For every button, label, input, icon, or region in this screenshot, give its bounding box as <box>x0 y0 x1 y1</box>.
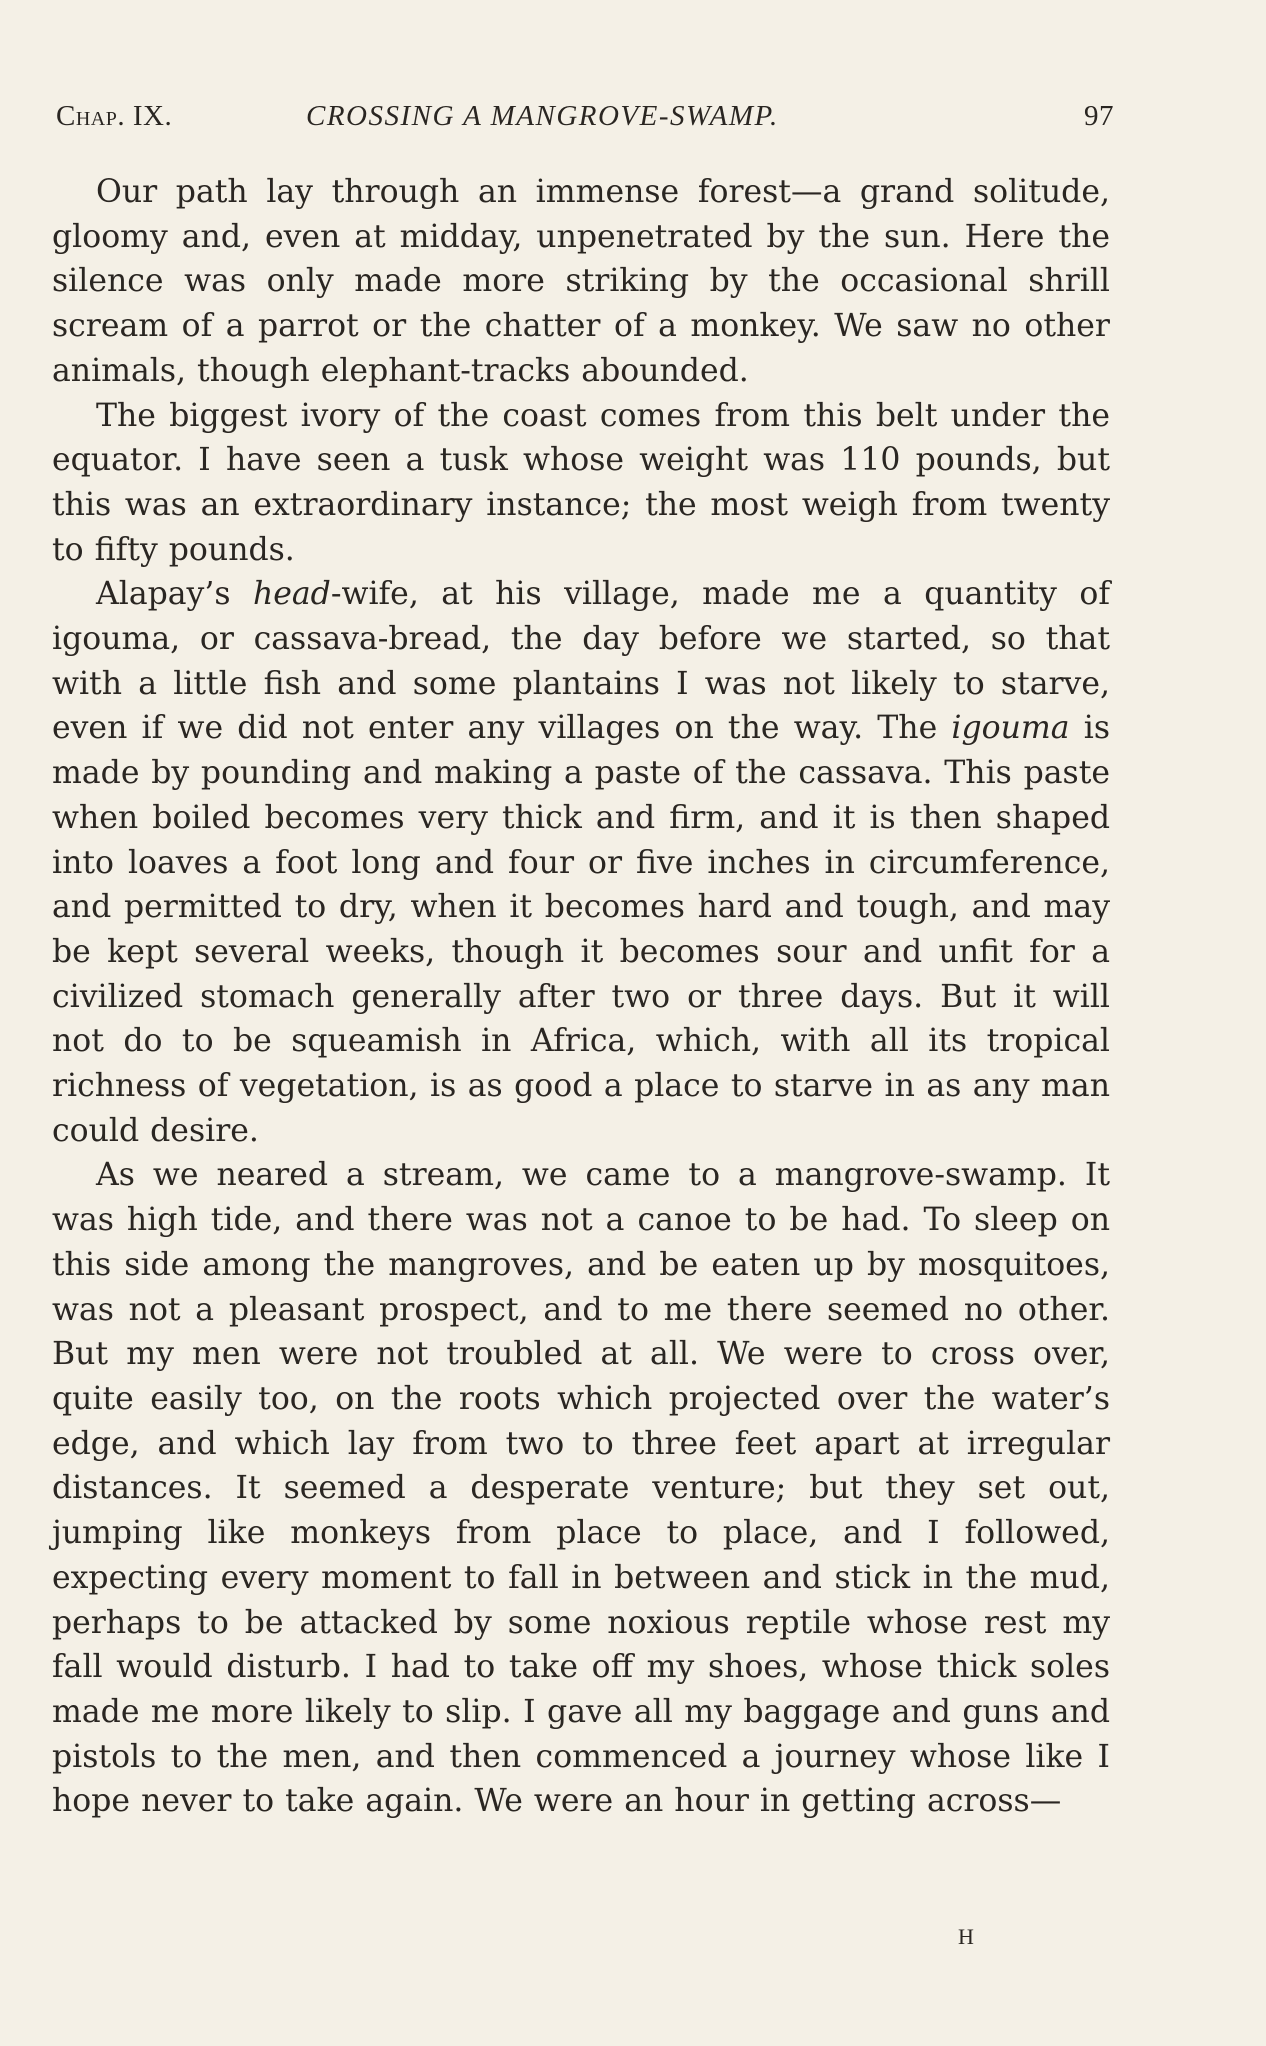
paragraph-igouma-part-2: -wife, at his village, made me a quantity of igouma, or cassava-bread, the day before we started, so that with a little fish and some plantains I was not likely to starve, even if we did not enter any villages on the way. The <box>52 576 1110 747</box>
chapter-label: Chap. IX. <box>56 100 173 132</box>
italic-head: head <box>252 576 331 613</box>
body-text <box>52 170 1110 1824</box>
signature-mark: H <box>958 1924 975 1949</box>
paragraph-igouma-part-3: is made by pounding and making a paste of the cassava. This paste when boiled becomes very thick and firm, and it is then shaped into loaves a foot long and four or five inches in circumference, and permitted to dry, when it becomes hard and tough, and may be kept several weeks, though it becomes sour and unfit for a civilized stomach generally after two or three days. But it will not do to be squeamish in Africa, which, with all its tropical richness of vegetation, is as good a place to starve in as any man could desire. <box>52 710 1110 1149</box>
running-head <box>56 100 1114 140</box>
paragraph-forest: Our path lay through an immense forest—a grand solitude, gloomy and, even at midday, unpenetrated by the sun. Here the silence was only made more striking by the occasional shrill scream of a parrot or the chatter of a monkey. We saw no other animals, though elephant-tracks abounded. <box>52 174 1110 389</box>
paragraph-igouma-part-1: Alapay’s <box>96 576 253 613</box>
paragraph-ivory: The biggest ivory of the coast comes from this belt under the equator. I have seen a tusk whose weight was 110 pounds, but this was an extraordinary instance; the most weigh from twenty to fifty pounds. <box>52 397 1110 568</box>
chapter-title: CROSSING A MANGROVE-SWAMP. <box>306 100 779 132</box>
page-number: 97 <box>1084 100 1114 132</box>
paragraph-mangrove-swamp: As we neared a stream, we came to a mangrove-swamp. It was high tide, and there was not a canoe to be had. To sleep on this side among the mangroves, and be eaten up by mosquitoes, was not a pleasant prospect, and to me there seemed no other. But my men were not troubled at all. We were to cross over, quite easily too, on the roots which projected over the water’s edge, and which lay from two to three feet apart at irregular distances. It seemed a desperate venture; but they set out, jumping like monkeys from place to place, and I followed, expecting every moment to fall in between and stick in the mud, perhaps to be attacked by some noxious reptile whose rest my fall would disturb. I had to take off my shoes, whose thick soles made me more likely to slip. I gave all my baggage and guns and pistols to the men, and then commenced a journey whose like I hope never to take again. We were an hour in getting across— <box>52 1157 1110 1820</box>
italic-igouma: igouma <box>951 710 1070 747</box>
paragraph-igouma <box>52 572 1110 1153</box>
